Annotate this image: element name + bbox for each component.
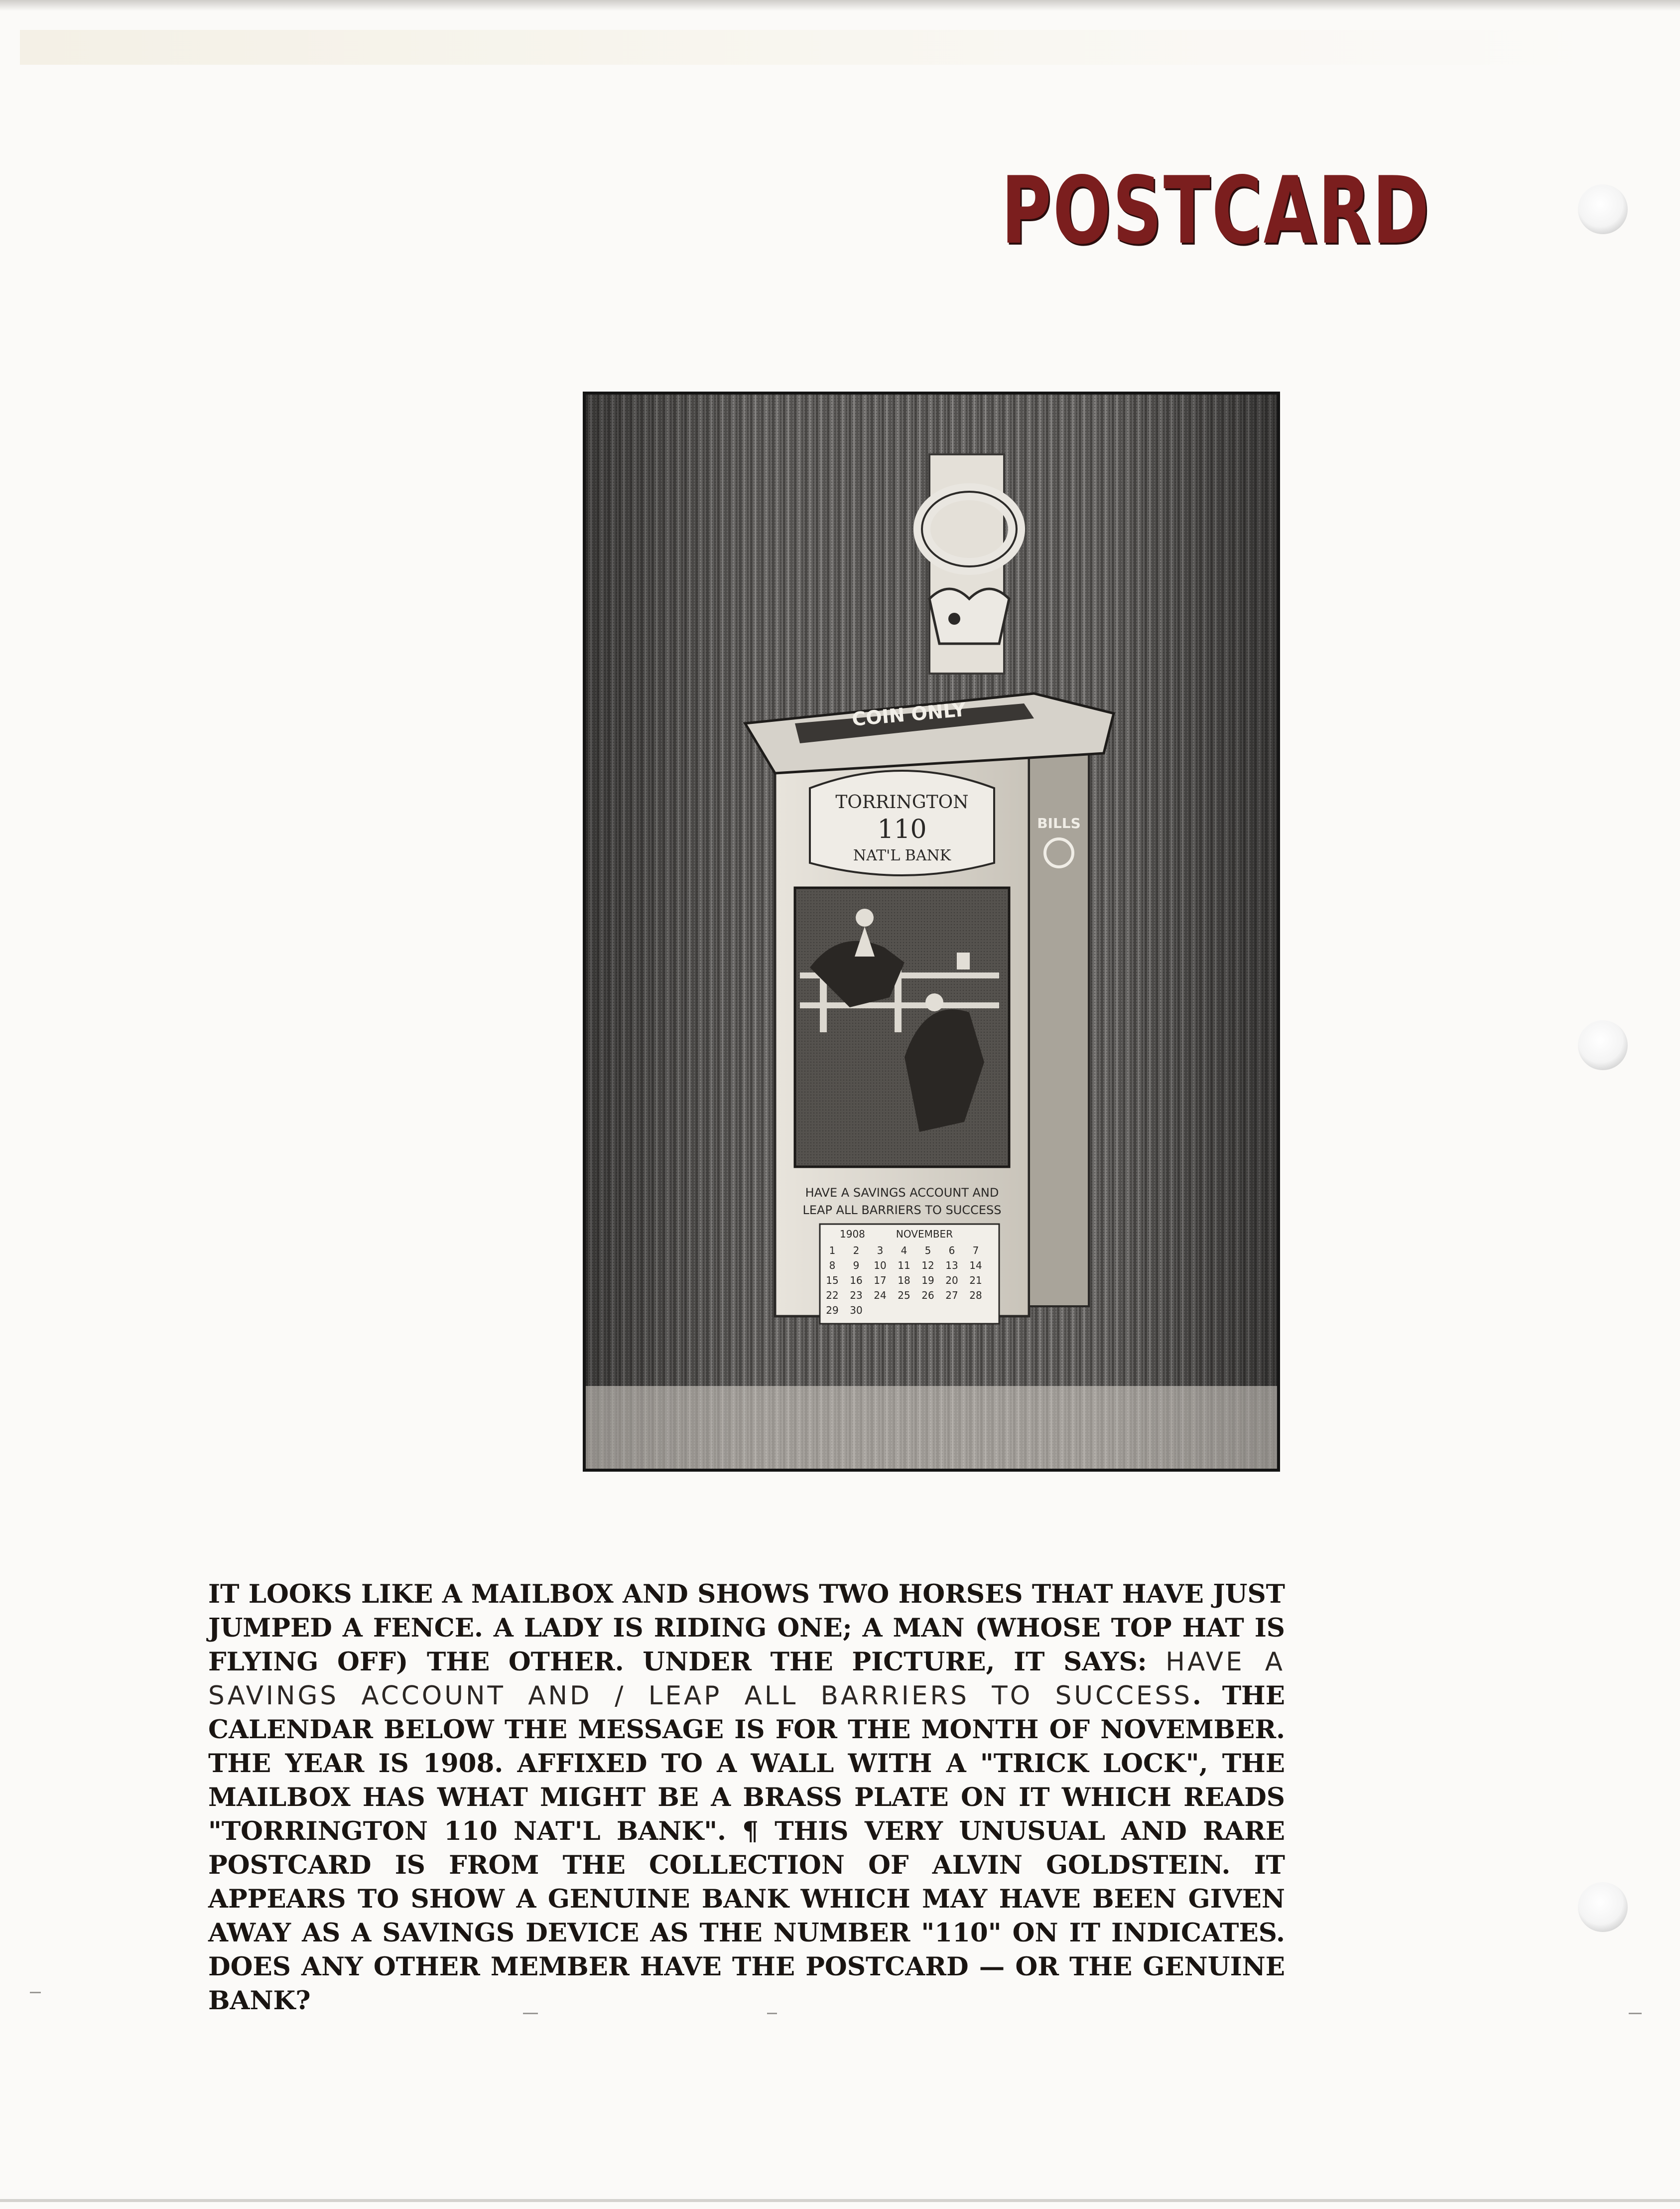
calendar-day: 17 xyxy=(874,1274,887,1286)
calendar-day: 26 xyxy=(921,1289,934,1301)
calendar-day: 23 xyxy=(850,1289,863,1301)
binder-hole-middle xyxy=(1578,1020,1628,1070)
calendar-day: 1 xyxy=(829,1244,836,1256)
calendar-day: 12 xyxy=(921,1259,934,1271)
message-line2: LEAP ALL BARRIERS TO SUCCESS xyxy=(802,1203,1002,1217)
scan-speck xyxy=(1629,2013,1642,2014)
calendar-year: 1908 xyxy=(840,1228,865,1240)
caption-part1: IT LOOKS LIKE A MAILBOX AND SHOWS TWO HORSES THAT HAVE JUST JUMPED A FENCE. A LADY IS RIDING ONE; A MAN (WHOSE TOP HAT IS FLYING OFF) THE OTHER. UNDER THE PICTURE, IT SAYS: xyxy=(208,1579,1285,1677)
calendar-day: 30 xyxy=(850,1304,863,1316)
calendar-day: 27 xyxy=(945,1289,958,1301)
calendar-day: 3 xyxy=(877,1244,884,1256)
floor-light xyxy=(586,1386,1277,1469)
calendar-day: 5 xyxy=(924,1244,931,1256)
calendar-day: 22 xyxy=(826,1289,839,1301)
caption-quote: HAVE A SAVINGS ACCOUNT AND / LEAP ALL BARRIERS TO SUCCESS xyxy=(208,1647,1285,1711)
page-title: POSTCARD xyxy=(1001,156,1431,265)
calendar-day: 2 xyxy=(853,1244,860,1256)
calendar-day: 24 xyxy=(874,1289,887,1301)
rider-man xyxy=(925,993,943,1011)
paper-stain xyxy=(20,30,1624,65)
scan-speck xyxy=(523,2013,538,2014)
caption-part2: . THE CALENDAR BELOW THE MESSAGE IS FOR THE MONTH OF NOVEMBER. THE YEAR IS 1908. AFFIXED TO A WALL WITH A "TRICK LOCK", THE MAILBOX HAS WHAT MIGHT BE A BRASS PLATE ON IT WHICH READS "TORRINGTON 110 NAT'L BANK". ¶ THIS VERY UNUSUAL AND RARE POSTCARD IS FROM THE COLLECTION OF ALVIN GOLDSTEIN. IT APPEARS TO SHOW A GENUINE BANK WHICH MAY HAVE BEEN GIVEN AWAY AS A SAVINGS DEVICE AS THE NUMBER "110" ON IT INDICATES. DOES ANY OTHER MEMBER HAVE THE POSTCARD — OR THE GENUINE BANK? xyxy=(208,1681,1285,2016)
calendar-day: 9 xyxy=(853,1259,860,1271)
calendar-day: 21 xyxy=(969,1274,982,1286)
rider-lady xyxy=(856,909,874,927)
postcard-photo-image xyxy=(586,395,1277,1469)
calendar-day: 25 xyxy=(898,1289,910,1301)
scan-speck xyxy=(767,2013,777,2014)
coin-slot-text: COIN ONLY xyxy=(851,698,967,730)
scan-bottom-edge xyxy=(0,2199,1680,2202)
scan-top-edge xyxy=(0,0,1680,11)
calendar-day: 6 xyxy=(948,1244,955,1256)
calendar-day: 19 xyxy=(921,1274,934,1286)
calendar-day: 20 xyxy=(945,1274,958,1286)
scan-speck xyxy=(30,1992,41,1993)
plate-line3: NAT'L BANK xyxy=(853,847,951,864)
caption-paragraph xyxy=(208,1577,1285,2018)
calendar-day: 10 xyxy=(874,1259,887,1271)
flying-top-hat xyxy=(957,953,970,969)
mailbox-side xyxy=(1029,753,1089,1306)
calendar-day: 29 xyxy=(826,1304,839,1316)
calendar-day: 16 xyxy=(850,1274,863,1286)
calendar-day: 7 xyxy=(972,1244,979,1256)
calendar-day: 8 xyxy=(829,1259,836,1271)
calendar-day: 11 xyxy=(898,1259,910,1271)
calendar-day: 15 xyxy=(826,1274,839,1286)
calendar-day: 13 xyxy=(945,1259,958,1271)
plate-line2: 110 xyxy=(877,815,927,844)
calendar-day: 4 xyxy=(901,1244,907,1256)
message-line1: HAVE A SAVINGS ACCOUNT AND xyxy=(805,1186,999,1200)
side-label: BILLS xyxy=(1037,815,1081,831)
postcard-photo xyxy=(583,392,1280,1472)
calendar-day: 28 xyxy=(969,1289,982,1301)
calendar-day: 14 xyxy=(969,1259,982,1271)
calendar-day: 18 xyxy=(898,1274,910,1286)
calendar-month: NOVEMBER xyxy=(896,1228,953,1240)
binder-hole-top xyxy=(1578,184,1628,234)
plate-line1: TORRINGTON xyxy=(835,792,969,813)
binder-hole-bottom xyxy=(1578,1882,1628,1932)
